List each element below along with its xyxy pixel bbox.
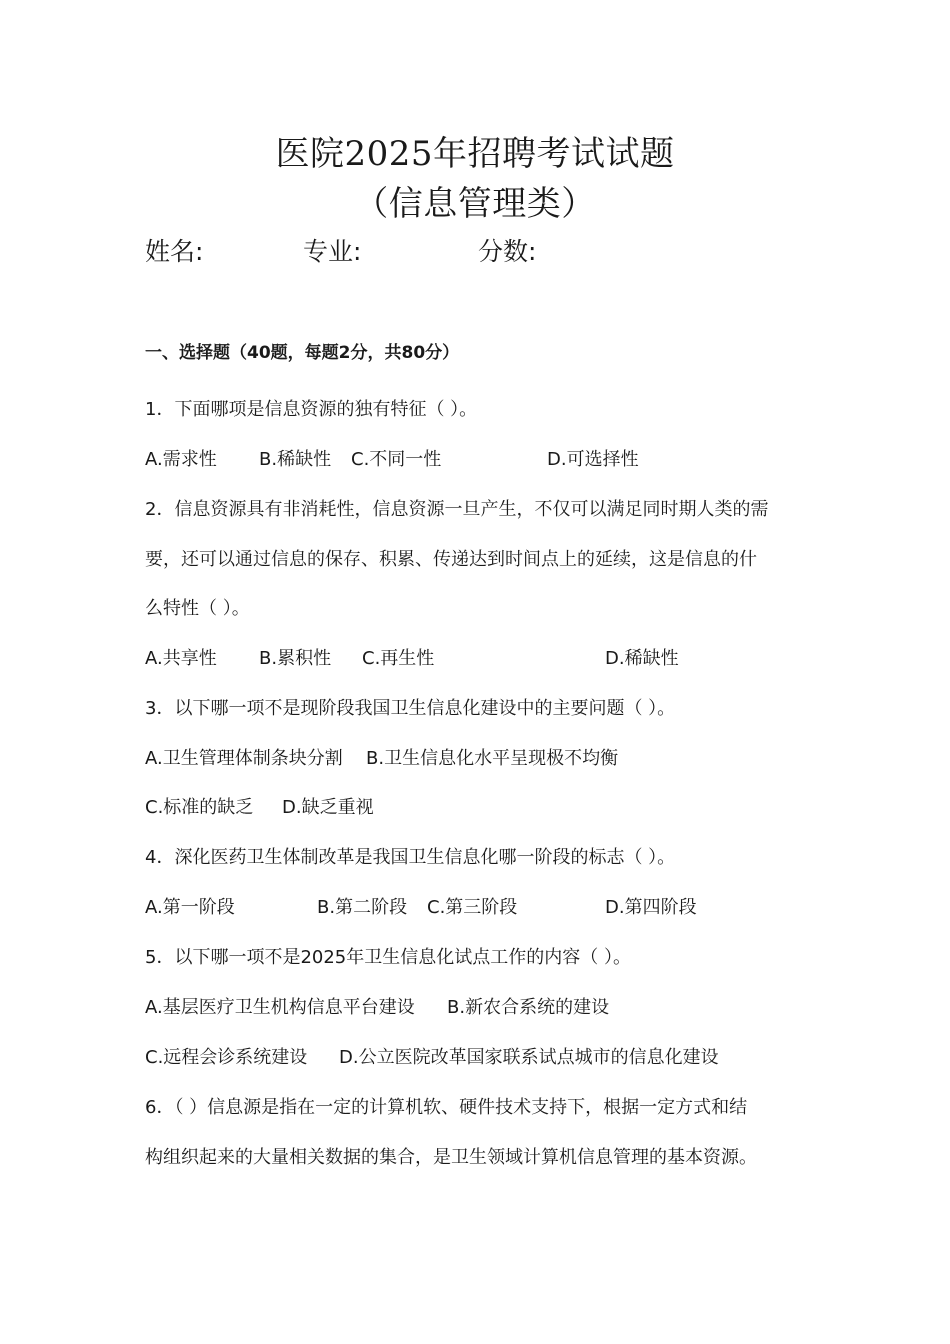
question-6-text-line-1: 6．（ ）信息源是指在一定的计算机软、硬件技术支持下，根据一定方式和结: [145, 1097, 748, 1118]
question-1-option-d: D.可选择性: [547, 449, 639, 470]
question-5-option-c: C.远程会诊系统建设: [145, 1047, 308, 1068]
exam-title-line-2: （信息管理类）: [354, 184, 596, 224]
question-3-option-a: A.卫生管理体制条块分割: [145, 748, 343, 769]
question-2-option-b: B.累积性: [259, 648, 332, 669]
question-1-option-b: B.稀缺性: [259, 449, 332, 470]
major-label: 专业:: [303, 237, 362, 266]
section-heading: 一、选择题（40题，每题2分，共80分）: [145, 343, 460, 363]
exam-title-line-1: 医院2025年招聘考试试题: [275, 134, 675, 174]
question-2-option-a: A.共享性: [145, 648, 217, 669]
question-3-text: 3．以下哪一项不是现阶段我国卫生信息化建设中的主要问题（ ）。: [145, 698, 676, 719]
question-4-option-a: A.第一阶段: [145, 897, 235, 918]
question-4-option-c: C.第三阶段: [427, 897, 518, 918]
question-4-text: 4．深化医药卫生体制改革是我国卫生信息化哪一阶段的标志（ ）。: [145, 847, 676, 868]
question-2-option-c: C.再生性: [362, 648, 435, 669]
question-3-option-c: C.标准的缺乏: [145, 797, 254, 818]
question-4-option-b: B.第二阶段: [317, 897, 408, 918]
question-5-text: 5．以下哪一项不是2025年卫生信息化试点工作的内容（ ）。: [145, 947, 631, 968]
question-5-option-d: D.公立医院改革国家联系试点城市的信息化建设: [339, 1047, 719, 1068]
name-label: 姓名:: [145, 237, 204, 266]
question-5-option-b: B.新农合系统的建设: [447, 997, 610, 1018]
question-1-text: 1．下面哪项是信息资源的独有特征（ ）。: [145, 399, 478, 420]
question-2-text-line-1: 2．信息资源具有非消耗性，信息资源一旦产生，不仅可以满足同时期人类的需: [145, 499, 769, 520]
question-5-option-a: A.基层医疗卫生机构信息平台建设: [145, 997, 415, 1018]
question-1-option-c: C.不同一性: [351, 449, 442, 470]
question-6-text-line-2: 构组织起来的大量相关数据的集合，是卫生领域计算机信息管理的基本资源。: [145, 1147, 757, 1168]
question-2-text-line-2: 要，还可以通过信息的保存、积累、传递达到时间点上的延续，这是信息的什: [145, 549, 757, 570]
question-3-option-d: D.缺乏重视: [282, 797, 374, 818]
question-4-option-d: D.第四阶段: [605, 897, 697, 918]
score-label: 分数:: [478, 237, 537, 266]
question-1-option-a: A.需求性: [145, 449, 217, 470]
question-2-text-line-3: 么特性（ ）。: [145, 598, 250, 619]
question-2-option-d: D.稀缺性: [605, 648, 679, 669]
question-3-option-b: B.卫生信息化水平呈现极不均衡: [366, 748, 619, 769]
